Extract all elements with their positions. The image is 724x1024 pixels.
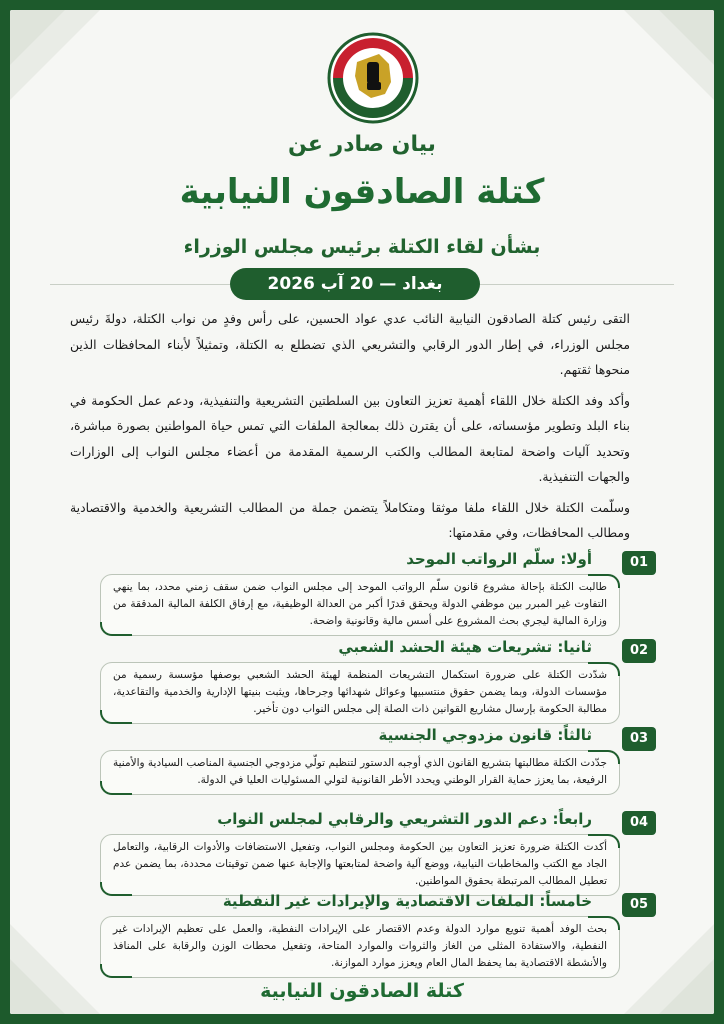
party-logo [327,32,419,124]
section-body: أكدت الكتلة ضرورة تعزيز التعاون بين الحكومة ومجلس النواب، وتفعيل الاستضافات والأدوات الرقابية، والتعامل الجاد مع الكتب والمخاطبات النيابية، ووضع آلية واضحة لمتابعتها والإجابة عنها ضمن توقيتات محددة، بما يضمن عدم تعطيل المطالب المرتبطة بحقوق المواطنين. [100,834,620,896]
date-divider-right [480,284,674,285]
section-title [100,806,676,832]
intro-paragraph: وسلّمت الكتلة خلال اللقاء ملفا موثقا ومتكاملاً يتضمن جملة من المطالب التشريعية والخدمية والاقتصادية ومطالب المحافظات، وفي مقدمتها: [70,499,630,540]
statement-intro-heading: بيان صادر عن [288,132,436,157]
section-number: 03 [622,727,656,751]
intro-text [70,306,630,551]
section-prefix: رابعاً: [552,810,592,828]
section-body: بحث الوفد أهمية تنويع موارد الدولة وعدم الاقتصار على الإيرادات النفطية، والعمل على تعظيم الإيرادات غير النفطية، والاستفادة المثلى من الغاز والثروات والموارد المتاحة، وتفعيل محطات الوزن والرقابة على المنافذ والأنشطة الاقتصادية بما يحفظ المال العام ويعزز موارد الموازنة. [100,916,620,978]
date-divider-left [50,284,230,285]
section-title-text: قانون مزدوجي الجنسية [378,726,553,744]
section-title [100,546,676,572]
section-number: 05 [622,893,656,917]
section-prefix: ثالثاً: [557,726,592,744]
section-1 [100,546,676,636]
section-number: 01 [622,551,656,575]
section-body: شدّدت الكتلة على ضرورة استكمال التشريعات المنظمة لهيئة الحشد الشعبي بوصفها مؤسسة رسمية من مؤسسات الدولة، وبما يضمن حقوق منتسبيها وعوائل شهدائها وجرحاها، ويثبت بنيتها الإدارية والخدمية والتقاعدية، مطالبة الحكومة بإرسال مشاريع القوانين ذات الصلة إلى مجلس النواب دون تأخير. [100,662,620,724]
corner-ornament-top-left [10,10,100,100]
section-title-text: سلّم الرواتب الموحد [406,550,556,568]
section-number: 04 [622,811,656,835]
intro-paragraph: وأكد وفد الكتلة خلال اللقاء أهمية تعزيز التعاون بين السلطتين التشريعية والتنفيذية، ودعم عمل الحكومة في بناء البلد وتطوير مؤسساته، على أن يقترن ذلك بمعالجة الملفات التي تمس حياة المواطنين بصورة مباشرة، وتحديد آليات واضحة لمتابعة المطالب والكتب الرسمية المقدمة من أعضاء مجلس النواب إلى الوزارات والجهات التنفيذية. [70,392,630,484]
section-title-text: تشريعات هيئة الحشد الشعبي [338,638,553,656]
footer-signature: كتلة الصادقون النيابية [260,980,464,1002]
date-badge: بغداد — 20 آب 2026 [230,268,480,300]
section-5 [100,888,676,978]
corner-ornament-top-right [624,10,714,100]
section-body: طالبت الكتلة بإحالة مشروع قانون سلّم الرواتب الموحد إلى مجلس النواب ضمن سقف زمني محدد، بما ينهي التفاوت غير المبرر بين موظفي الدولة ويحقق قدرًا أكبر من العدالة الوظيفية، مع إرفاق الكلفة المالية المدققة من وزارة المالية ليجري بحث المشروع على أسس مالية وقانونية واضحة. [100,574,620,636]
section-number: 02 [622,639,656,663]
intro-paragraph: التقى رئيس كتلة الصادقون النيابية النائب عدي عواد الحسين، على رأس وفدٍ من نواب الكتلة، دولةَ رئيس مجلس الوزراء، في إطار الدور الرقابي والتشريعي الذي تضطلع به الكتلة، وتمثيلاً لأبناء المحافظات الذين منحوها ثقتهم. [70,311,630,377]
section-prefix: خامساً: [539,892,592,910]
section-prefix: ثانيا: [557,638,592,656]
section-title-text: دعم الدور التشريعي والرقابي لمجلس النواب [217,810,548,828]
section-title [100,888,676,914]
section-prefix: أولا: [560,550,592,568]
page-title: كتلة الصادقون النيابية [179,172,545,212]
section-title [100,722,676,748]
statement-page [10,10,714,1014]
section-2 [100,634,676,724]
section-title-text: الملفات الاقتصادية والإيرادات غير النفطية [222,892,535,910]
section-body: جدّدت الكتلة مطالبتها بتشريع القانون الذي أوجبه الدستور لتنظيم تولّي مزدوجي الجنسية المناصب السيادية والأمنية الرفيعة، بما يعزز حماية القرار الوطني ويحدد الأطر القانونية لتولي المسئوليات العليا في الدولة. [100,750,620,795]
statement-subtitle: بشأن لقاء الكتلة برئيس مجلس الوزراء [183,236,541,258]
section-title [100,634,676,660]
section-3 [100,722,676,795]
section-4 [100,806,676,896]
